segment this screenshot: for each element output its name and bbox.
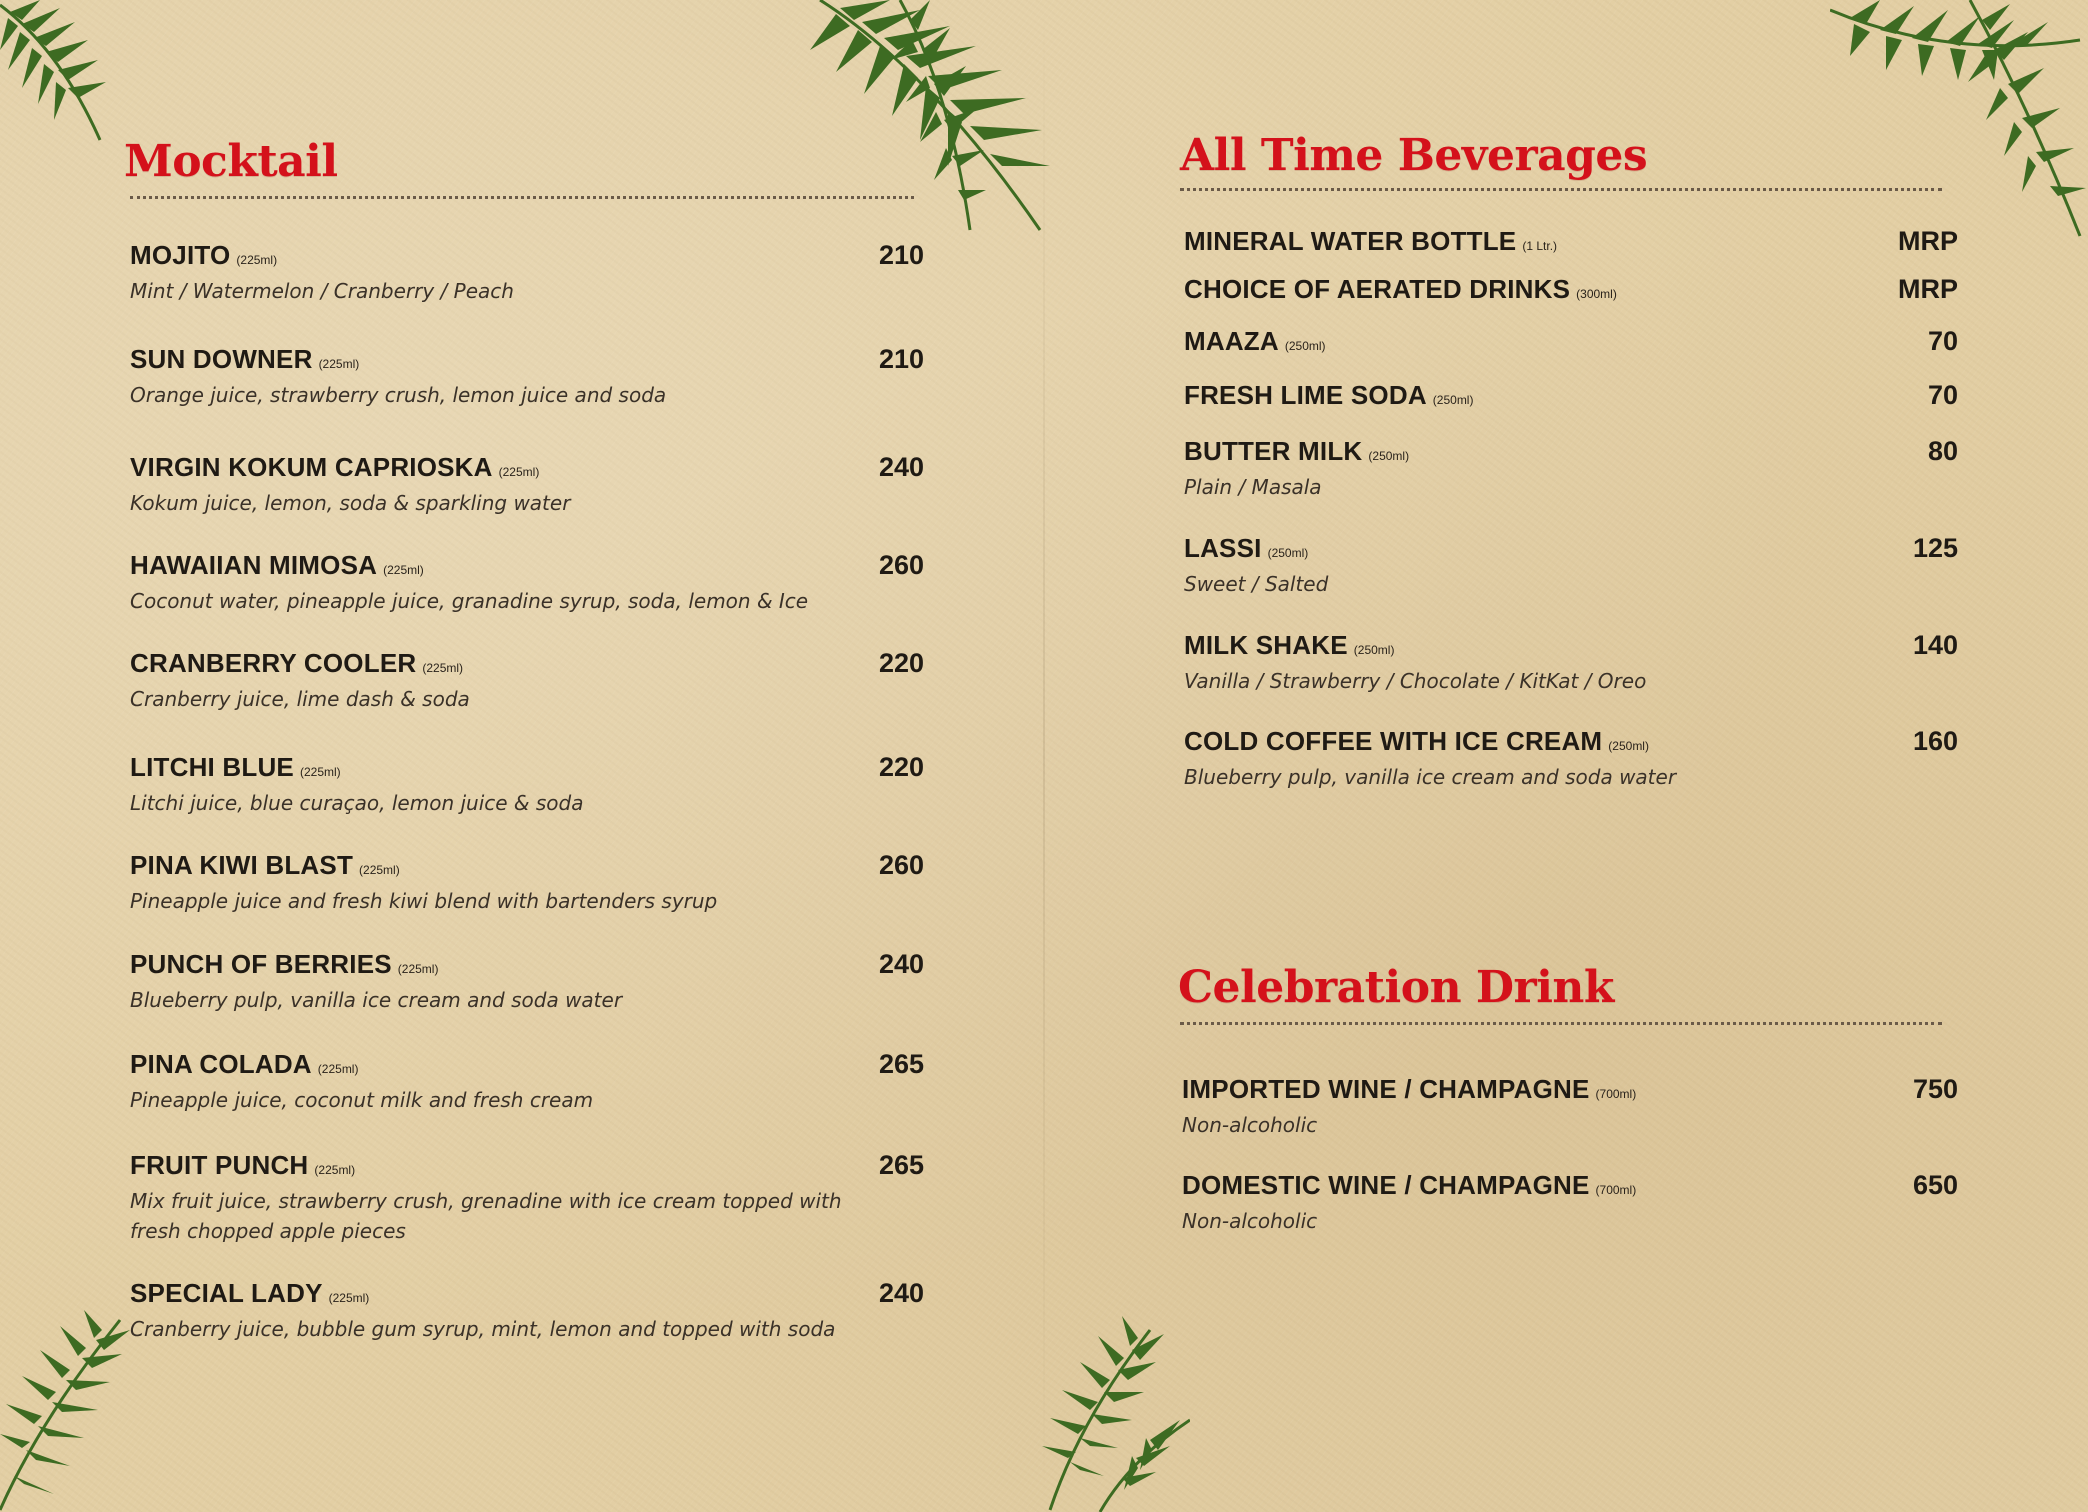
mocktail-heading: Mocktail xyxy=(124,136,338,187)
item-volume: (225ml) xyxy=(236,253,278,267)
palm-leaf-icon xyxy=(0,0,110,150)
item-price: 70 xyxy=(1927,380,1958,410)
palm-leaf-icon xyxy=(1830,0,2088,240)
item-price: 70 xyxy=(1927,326,1958,356)
menu-item-butter-milk xyxy=(1184,436,1958,502)
menu-item-cold-coffee xyxy=(1184,726,1958,792)
item-price: 125 xyxy=(1912,533,1958,563)
item-name: IMPORTED WINE / CHAMPAGNE xyxy=(1182,1074,1590,1104)
item-volume: (225ml) xyxy=(359,863,400,877)
item-name: MAAZA xyxy=(1184,326,1279,356)
menu-item-special-lady xyxy=(130,1278,924,1344)
item-description: Blueberry pulp, vanilla ice cream and soda water xyxy=(130,988,623,1012)
item-description: Plain / Masala xyxy=(1184,475,1322,499)
menu-item-sun-downer xyxy=(130,344,924,410)
item-volume: (250ml) xyxy=(1284,339,1326,353)
item-name: CHOICE OF AERATED DRINKS xyxy=(1184,274,1571,304)
menu-item-domestic-wine xyxy=(1182,1170,1958,1236)
menu-item-milk-shake xyxy=(1184,630,1958,696)
item-price: 140 xyxy=(1912,630,1958,660)
item-volume: (700ml) xyxy=(1595,1087,1637,1101)
item-description: Litchi juice, blue curaçao, lemon juice & soda xyxy=(130,791,584,815)
item-volume: (250ml) xyxy=(1432,393,1474,407)
celebration-divider xyxy=(1180,1022,1942,1025)
item-volume: (1 Ltr.) xyxy=(1522,239,1558,253)
item-name: PINA KIWI BLAST xyxy=(130,850,354,880)
palm-leaf-icon xyxy=(780,0,1050,240)
item-volume: (225ml) xyxy=(314,1163,356,1177)
item-volume: (225ml) xyxy=(318,357,360,371)
item-price: 240 xyxy=(878,949,924,979)
menu-item-lassi xyxy=(1184,533,1958,599)
menu-item-fresh-lime-soda xyxy=(1184,380,1958,414)
item-description: Coconut water, pineapple juice, granadine syrup, soda, lemon & Ice xyxy=(130,589,809,613)
item-name: FRESH LIME SODA xyxy=(1184,380,1427,410)
item-name: LITCHI BLUE xyxy=(130,752,294,782)
item-name: VIRGIN KOKUM CAPRIOSKA xyxy=(130,452,493,482)
item-description: Pineapple juice, coconut milk and fresh cream xyxy=(130,1088,594,1112)
menu-item-fruit-punch xyxy=(130,1150,924,1246)
celebration-heading: Celebration Drink xyxy=(1178,962,1614,1013)
menu-item-imported-wine xyxy=(1182,1074,1958,1140)
item-name: BUTTER MILK xyxy=(1184,436,1363,466)
menu-item-virgin-kokum-caprioska xyxy=(130,452,924,518)
item-name: SPECIAL LADY xyxy=(130,1278,323,1308)
item-price: 750 xyxy=(1912,1074,1958,1104)
item-description: Sweet / Salted xyxy=(1184,572,1329,596)
item-description: Cranberry juice, bubble gum syrup, mint, lemon and topped with soda xyxy=(130,1317,836,1341)
item-description: Mint / Watermelon / Cranberry / Peach xyxy=(130,279,514,303)
item-price: 265 xyxy=(878,1150,924,1180)
item-volume: (225ml) xyxy=(383,563,424,577)
menu-item-pina-colada xyxy=(130,1049,924,1115)
item-price: 210 xyxy=(878,240,924,270)
item-volume: (225ml) xyxy=(498,465,540,479)
item-price: 220 xyxy=(878,752,924,782)
menu-item-maaza xyxy=(1184,326,1958,360)
beverages-divider xyxy=(1180,188,1942,191)
item-description: Pineapple juice and fresh kiwi blend with bartenders syrup xyxy=(130,889,718,913)
item-name: MINERAL WATER BOTTLE xyxy=(1184,226,1517,256)
menu-item-aerated-drinks xyxy=(1184,274,1958,308)
item-description: Non-alcoholic xyxy=(1182,1209,1318,1233)
menu-item-hawaiian-mimosa xyxy=(130,550,924,616)
item-name: PINA COLADA xyxy=(130,1049,312,1079)
item-name: MOJITO xyxy=(130,240,231,270)
item-name: MILK SHAKE xyxy=(1184,630,1348,660)
item-name: PUNCH OF BERRIES xyxy=(130,949,392,979)
item-price: 650 xyxy=(1912,1170,1958,1200)
item-volume: (250ml) xyxy=(1368,449,1410,463)
item-description: Orange juice, strawberry crush, lemon juice and soda xyxy=(130,383,667,407)
item-price: 80 xyxy=(1927,436,1958,466)
menu-item-punch-of-berries xyxy=(130,949,924,1015)
menu-item-litchi-blue xyxy=(130,752,924,818)
item-price: 160 xyxy=(1912,726,1958,756)
item-volume: (225ml) xyxy=(397,962,439,976)
menu-item-cranberry-cooler xyxy=(130,648,924,714)
item-price: 260 xyxy=(878,550,924,580)
item-price: 265 xyxy=(878,1049,924,1079)
item-volume: (300ml) xyxy=(1576,287,1617,301)
item-volume: (225ml) xyxy=(422,661,464,675)
item-price: 220 xyxy=(878,648,924,678)
palm-leaf-icon xyxy=(1040,1310,1190,1512)
item-price: 240 xyxy=(878,452,924,482)
item-volume: (225ml) xyxy=(299,765,341,779)
item-price: 260 xyxy=(878,850,924,880)
item-volume: (225ml) xyxy=(328,1291,370,1305)
item-volume: (225ml) xyxy=(317,1062,359,1076)
item-volume: (700ml) xyxy=(1595,1183,1637,1197)
item-price: 240 xyxy=(878,1278,924,1308)
menu-item-mojito xyxy=(130,240,924,306)
item-name: SUN DOWNER xyxy=(130,344,313,374)
beverages-heading: All Time Beverages xyxy=(1180,130,1648,181)
item-volume: (250ml) xyxy=(1608,739,1649,753)
item-name: CRANBERRY COOLER xyxy=(130,648,417,678)
mocktail-divider xyxy=(130,196,914,199)
item-name: LASSI xyxy=(1184,533,1262,563)
item-description: Non-alcoholic xyxy=(1182,1113,1318,1137)
item-description: Mix fruit juice, strawberry crush, grenadine with ice cream topped with xyxy=(130,1189,842,1213)
item-description: Blueberry pulp, vanilla ice cream and soda water xyxy=(1184,765,1677,789)
item-description: Vanilla / Strawberry / Chocolate / KitKat / Oreo xyxy=(1184,669,1647,693)
item-volume: (250ml) xyxy=(1353,643,1395,657)
item-name: COLD COFFEE WITH ICE CREAM xyxy=(1184,726,1603,756)
item-price: MRP xyxy=(1898,226,1958,256)
item-description: Kokum juice, lemon, soda & sparkling water xyxy=(130,491,571,515)
item-volume: (250ml) xyxy=(1267,546,1309,560)
item-name: HAWAIIAN MIMOSA xyxy=(130,550,378,580)
item-name: DOMESTIC WINE / CHAMPAGNE xyxy=(1182,1170,1590,1200)
item-price: 210 xyxy=(878,344,924,374)
item-name: FRUIT PUNCH xyxy=(130,1150,309,1180)
menu-item-mineral-water xyxy=(1184,226,1958,260)
menu-item-pina-kiwi-blast xyxy=(130,850,924,916)
page-spine xyxy=(1043,0,1045,1512)
item-description-cont: fresh chopped apple pieces xyxy=(130,1219,406,1243)
palm-leaf-icon xyxy=(0,1310,130,1512)
item-price: MRP xyxy=(1898,274,1958,304)
item-description: Cranberry juice, lime dash & soda xyxy=(130,687,470,711)
